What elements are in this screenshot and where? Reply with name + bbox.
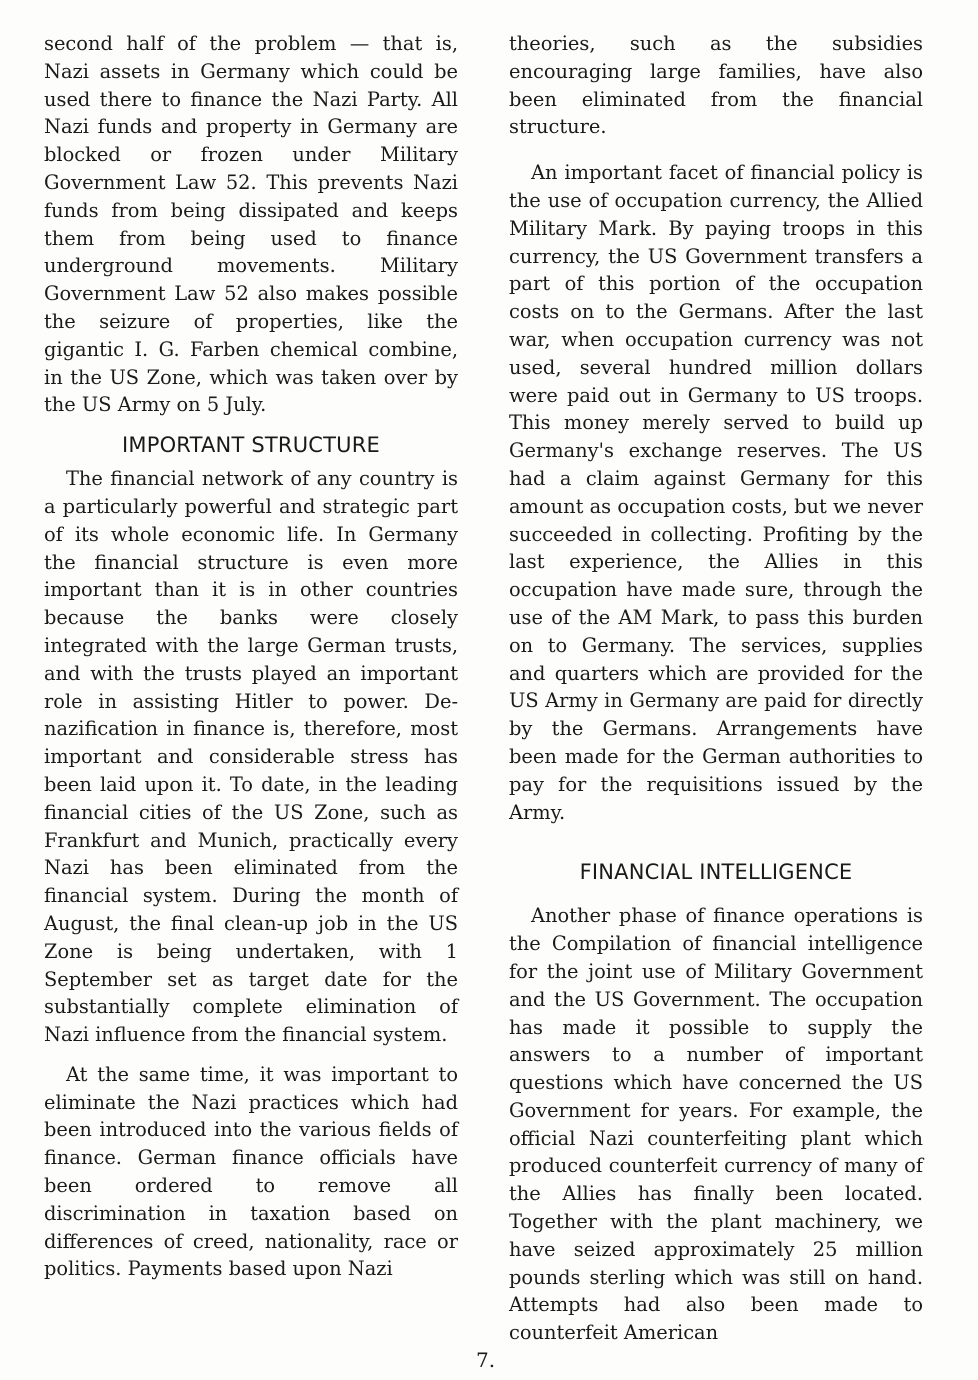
right-paragraph-1: theories, such as the subsidies encouraging large families, have also been eliminated from the financial structure. bbox=[509, 32, 923, 139]
left-paragraph-2: The financial network of any country is a particularly powerful and strategic part of its whole economic life. In Germany the financial structure is even more important than it is in other countries because the banks were closely integrated with the large German trusts, and with the trusts played an important role in assisting Hitler to power. De-nazification in finance is, therefore, most important and considerable stress has been laid upon it. To date, in the leading financial cities of the US Zone, such as Frankfurt and Munich, practically every Nazi has been eliminated from the financial system. During the month of August, the final clean-up job in the US Zone is being undertaken, with 1 September set as target date for the substantially complete elimination of Nazi influence from the financial system. bbox=[44, 467, 458, 1047]
right-paragraph-3: Another phase of finance operations is the Compilation of financial intelligence for the joint use of Military Government and the US Government. The occupation has made it possible to supply the answers to a number of important questions which have concerned the US Government for years. For example, the official Nazi counterfeiting plant which produced counterfeit currency of many of the Allies has finally been located. Together with the plant machinery, we have seized approximately 25 million pounds sterling which was still on hand. Attempts had also been made to counterfeit American bbox=[509, 904, 923, 1345]
right-column bbox=[509, 30, 923, 1347]
section-heading-important-structure: IMPORTANT STRUCTURE bbox=[122, 433, 380, 458]
left-paragraph-3: At the same time, it was important to eliminate the Nazi practices which had been introduced into the various fields of finance. German finance officials have been ordered to remove all discrimination in taxation based on differences of creed, nationality, race or politics. Payments based upon Nazi bbox=[44, 1062, 458, 1281]
left-column bbox=[44, 30, 458, 1283]
page-number: 7. bbox=[476, 1348, 496, 1372]
left-paragraph-1: second half of the problem — that is, Nazi assets in Germany which could be used there to finance the Nazi Party. All Nazi funds and property in Germany are blocked or frozen under Military Government Law 52. This prevents Nazi funds from being dissipated and keeps them from being used to finance underground movements. Military Government Law 52 also makes possible the seizure of properties, like the gigantic I. G. Farben chemical combine, in the US Zone, which was taken over by the US Army on 5 July. bbox=[44, 32, 458, 417]
right-paragraph-2: An important facet of financial policy is the use of occupation currency, the Allied Military Mark. By paying troops in this currency, the US Government transfers a part of this portion of the occupation costs on to the Germans. After the last war, when occupation currency was not used, several hundred million dollars were paid out in Germany to US troops. This money merely served to build up Germany's exchange reserves. The US had a claim against Germany for this amount as occupation costs, but we never succeeded in collecting. Profiting by the last experience, the Allies in this occupation have made sure, through the use of the AM Mark, to pass this burden on to Germany. The services, supplies and quarters which are provided for the US Army in Germany are paid for directly by the Germans. Arrangements have been made for the German authorities to pay for the requisitions issued by the Army. bbox=[509, 161, 923, 824]
section-heading-financial-intelligence: FINANCIAL INTELLIGENCE bbox=[579, 860, 853, 885]
